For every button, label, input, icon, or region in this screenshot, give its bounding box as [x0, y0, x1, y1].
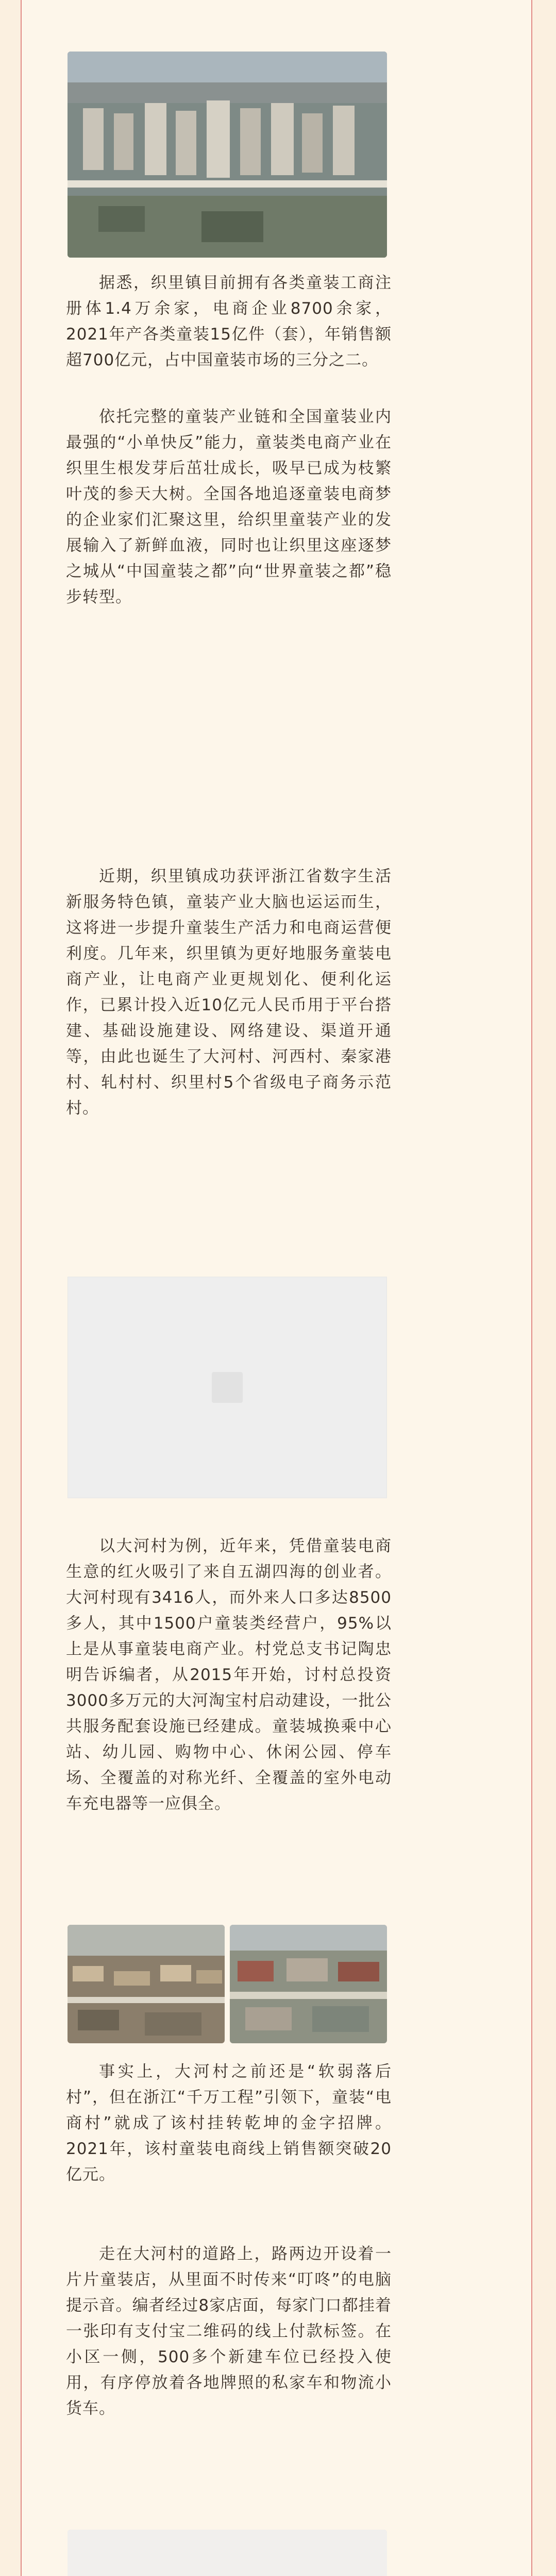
aerial-village-photo — [68, 1925, 225, 2043]
image-icon — [212, 1372, 243, 1403]
article-paragraph: 走在大河村的道路上，路两边开设着一片片童装店，从里面不时传来“叮咚”的电脑提示音。编者经过8家店面，每家门口都挂着一张印有支付宝二维码的线上付款标签。在小区一侧，500多个新建车位已经投入使用，有序停放着各地牌照的私家车和物流小货车。 — [66, 2245, 392, 2418]
article-paragraph: 事实上，大河村之前还是“软弱落后村”，但在浙江“千万工程”引领下，童装“电商村”就成了该村挂转乾坤的金字招牌。2021年，该村童装电商线上销售额突破20亿元。 — [66, 2062, 392, 2184]
image-placeholder — [68, 1277, 387, 1498]
clothing-warehouse-photo — [68, 2530, 387, 2576]
article-paragraph: 近期，织里镇成功获评浙江省数字生活新服务特色镇，童装产业大脑也运运而生，这将进一步提升童装生产活力和电商运营便利度。几年来，织里镇为更好地服务童装电商产业，让电商产业更规划化、便利化运作，已累计投入近10亿元人民币用于平台搭建、基础设施建设、网络建设、渠道开通等，由此也诞生了大河村、河西村、秦家港村、轧村村、织里村5个省级电子商务示范村。 — [66, 867, 392, 1117]
aerial-city-photo — [68, 52, 387, 258]
article-paragraph: 据悉，织里镇目前拥有各类童装工商注册体1.4万余家，电商企业8700余家，2021年产各类童装15亿件（套），年销售额超700亿元，占中国童装市场的三分之二。 — [66, 274, 392, 369]
article-paragraph: 以大河村为例，近年来，凭借童装电商生意的红火吸引了来自五湖四海的创业者。大河村现有3416人，而外来人口多达8500多人，其中1500户童装类经营户，95%以上是从事童装电商产业。村党总支书记陶忠明告诉编者，从2015年开始，讨村总投资3000多万元的大河淘宝村启动建设，一批公共服务配套设施已经建成。童装城换乘中心站、幼儿园、购物中心、休闲公园、停车场、全覆盖的对称光纤、全覆盖的室外电动车充电器等一应俱全。 — [66, 1537, 392, 1813]
aerial-rooftops-photo — [230, 1925, 387, 2043]
article-paragraph: 依托完整的童装产业链和全国童装业内最强的“小单快反”能力，童装类电商产业在织里生根发芽后茁壮成长，吸早已成为枝繁叶茂的参天大树。全国各地追逐童装电商梦的企业家们汇聚这里，给织里童装产业的发展输入了新鲜血液，同时也让织里这座逐梦之城从“中国童装之都”向“世界童装之都”稳步转型。 — [66, 408, 392, 606]
